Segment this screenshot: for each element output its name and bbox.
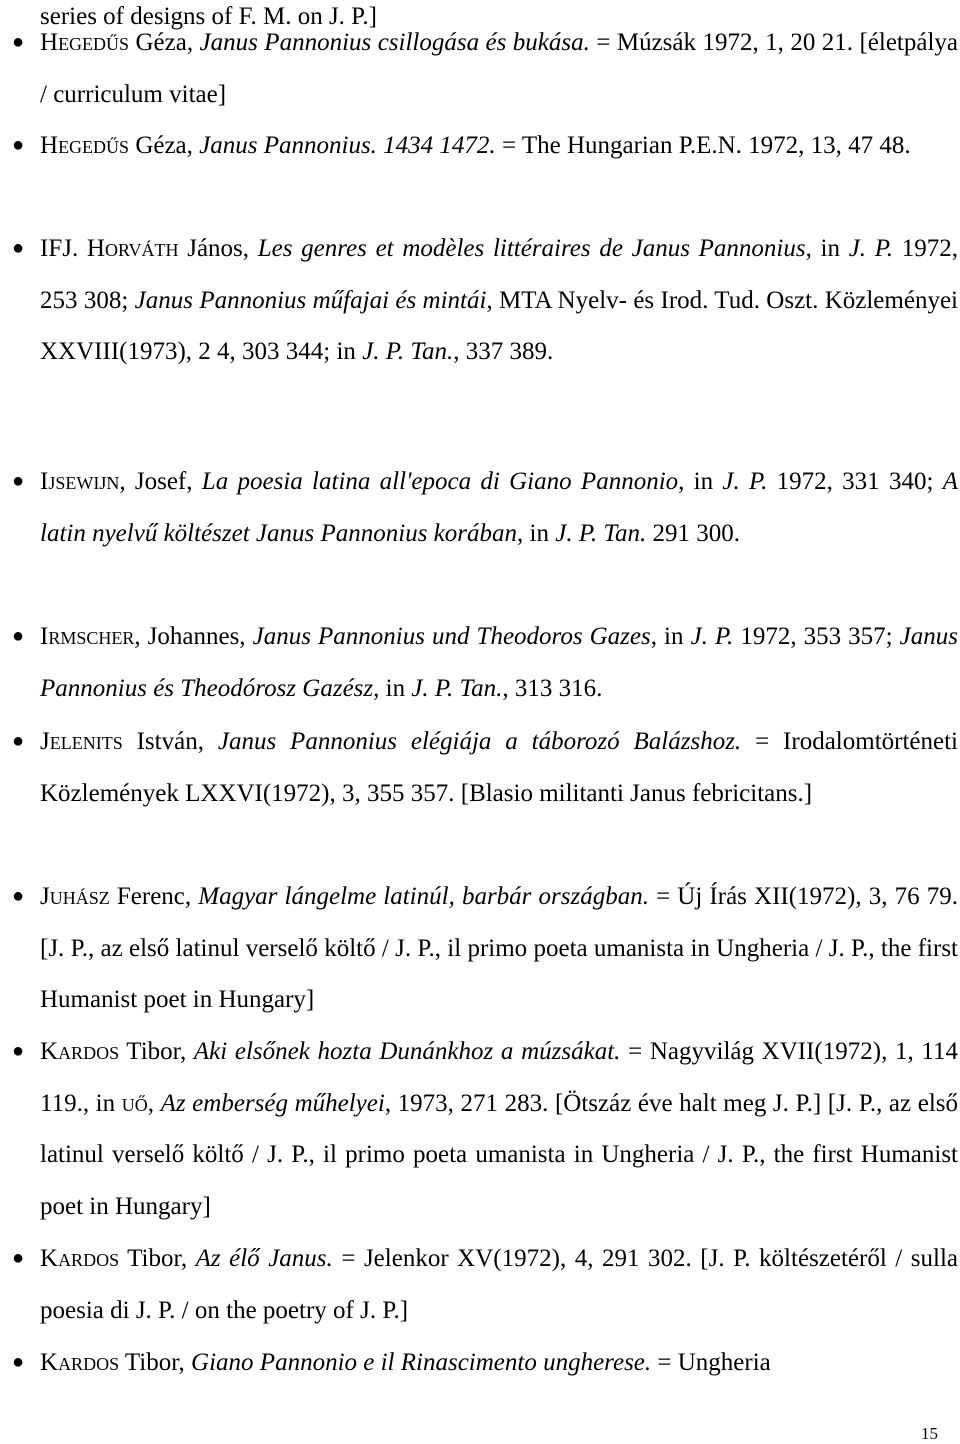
author-first-name: , Josef, [119,468,202,495]
entry-details: 1972, 331 340; [767,468,943,495]
entry-title-alt: Janus Pannonius és Theodórosz Gazész [40,623,958,702]
author-name: Hegedűs [40,132,130,159]
entry-details: = Új Írás XII(1972), 3, 76 79. [J. P., az első latinul verselő költő / J. P., il primo poeta umanista in Ungheria / J. P., the first Humanist poet in Hungary] [40,883,958,1013]
author-first-name: Géza, [129,132,200,159]
bibliography-entry: ● IFJ. Horváth János, Les genres et modèles littéraires de Janus Pannonius, in J. P. 1972, 253 308; Janus Pannonius műfajai és mintái, MTA Nyelv- és Irod. Tud. Oszt. Közleményei XXVIII(1973), 2 4, 303 344; in J. P. Tan., 337 389. [40,223,958,378]
bullet-icon: ● [12,134,25,156]
bibliography-entry: ● Ijsewijn, Josef, La poesia latina all'epoca di Giano Pannonio, in J. P. 1972, 331 340; A latin nyelvű költészet Janus Pannonius korában, in J. P. Tan. 291 300. [40,456,958,559]
entry-details: = Jelenkor XV(1972), 4, 291 302. [J. P. költészetéről / sulla poesia di J. P. / on the poetry of J. P.] [40,1245,959,1324]
author-first-name: Tibor, [119,1349,192,1376]
entry-details: 1972, 353 357; [733,623,900,650]
author-name: Kardos [40,1349,120,1376]
author-first-name: István, [122,728,218,755]
entry-title: Giano Pannonio e il Rinascimento ungherese. [191,1349,652,1376]
author-name: Horváth [86,235,179,262]
source-title: J. P. [722,468,768,495]
source-title: Az emberség műhelyei [160,1089,385,1117]
entry-title: Janus Pannonius elégiája a táborozó Balázshoz. [217,728,742,755]
bullet-icon: ● [12,730,25,752]
bibliography-entry [12,1233,959,1336]
source-title: J. P. [690,623,734,650]
entry-title: Les genres et modèles littéraires de Janus Pannonius [257,235,806,262]
author-name: Juhász [40,883,110,910]
bullet-icon: ● [12,470,25,492]
author-first-name: Géza, [129,29,200,56]
bibliography-entry [12,120,958,172]
entry-title-alt: Janus Pannonius műfajai és mintái [134,286,487,314]
author-first-name: Ferenc, [109,883,199,910]
author-name: Irmscher [40,623,135,650]
bibliography-entry [12,716,958,819]
author-first-name: , Johannes, [134,623,253,650]
author-first-name: János, [178,235,258,262]
bullet-icon: ● [12,625,25,647]
bullet-icon: ● [12,885,25,907]
entry-details: = Múzsák 1972, 1, 20 21. [életpálya / curriculum vitae] [40,29,959,108]
bullet-icon: ● [12,237,25,259]
entry-details: = Ungheria [651,1349,771,1376]
bibliography-entry [12,871,958,1026]
entry-title: Aki elsőnek hozta Dunánkhoz a múzsákat. [193,1038,621,1065]
bullet-icon: ● [12,31,25,53]
author-name: Ijsewijn [40,468,120,495]
page-number: 15 [921,1424,938,1443]
entry-title: Janus Pannonius csillogása és bukása. [199,29,590,56]
entry-title: La poesia latina all'epoca di Giano Pannonio [201,468,679,495]
entry-details: 1972, 253 308; [40,235,958,314]
bullet-icon: ● [12,1040,25,1062]
author-prefix: IFJ. [40,235,87,262]
author-name: Jelenits [40,728,123,755]
continuation-line: series of designs of F. M. on J. P.] [40,3,377,30]
entry-title: Janus Pannonius. 1434 1472. [199,132,496,159]
entry-details: = The Hungarian P.E.N. 1972, 13, 47 48. [495,132,911,159]
entry-title: Az élő Janus. [195,1245,333,1272]
entry-title-alt: A latin nyelvű költészet Janus Pannonius korában [40,468,958,547]
bibliography-entry: ● Kardos Tibor, Aki elsőnek hozta Dunánkhoz a múzsákat. = Nagyvilág XVII(1972), 1, 114 119., in uő, Az emberség műhelyei, 1973, 271 283. [Ötszáz éve halt meg J. P.] [J. P., az első latinul verselő költő / J. P., il primo poeta umanista in Ungheria / J. P., the first Humanist poet in Hungary] [40,1026,958,1232]
entry-details: = Nagyvilág XVII(1972), 1, 114 119., in [40,1038,958,1117]
entry-details: = Irodalomtörténeti Közlemények LXXVI(1972), 3, 355 357. [Blasio militanti Janus febricitans.] [40,728,958,807]
author-first-name: Tibor, [119,1038,194,1065]
source-title: J. P. [848,235,894,262]
entry-title: Magyar lángelme latinúl, barbár országban. [198,883,649,910]
author-name: Kardos [40,1038,120,1065]
bullet-icon: ● [12,1247,25,1269]
source-title: J. P. Tan. [555,519,647,547]
source-title: J. P. Tan. [411,674,503,702]
bibliography-entry [12,17,959,120]
source-title: J. P. Tan. [362,338,454,365]
author-first-name: Tibor, [119,1245,196,1272]
bibliography-entry [12,1337,958,1389]
bullet-icon: ● [12,1351,25,1373]
ibid-marker: uő [121,1089,148,1117]
entry-title: Janus Pannonius und Theodoros Gazes [252,623,651,650]
author-name: Hegedűs [40,29,130,56]
author-name: Kardos [40,1245,120,1272]
bibliography-entry: ● Irmscher, Johannes, Janus Pannonius und Theodoros Gazes, in J. P. 1972, 353 357; Janus Pannonius és Theodórosz Gazész, in J. P. Tan., 313 316. [40,611,958,714]
